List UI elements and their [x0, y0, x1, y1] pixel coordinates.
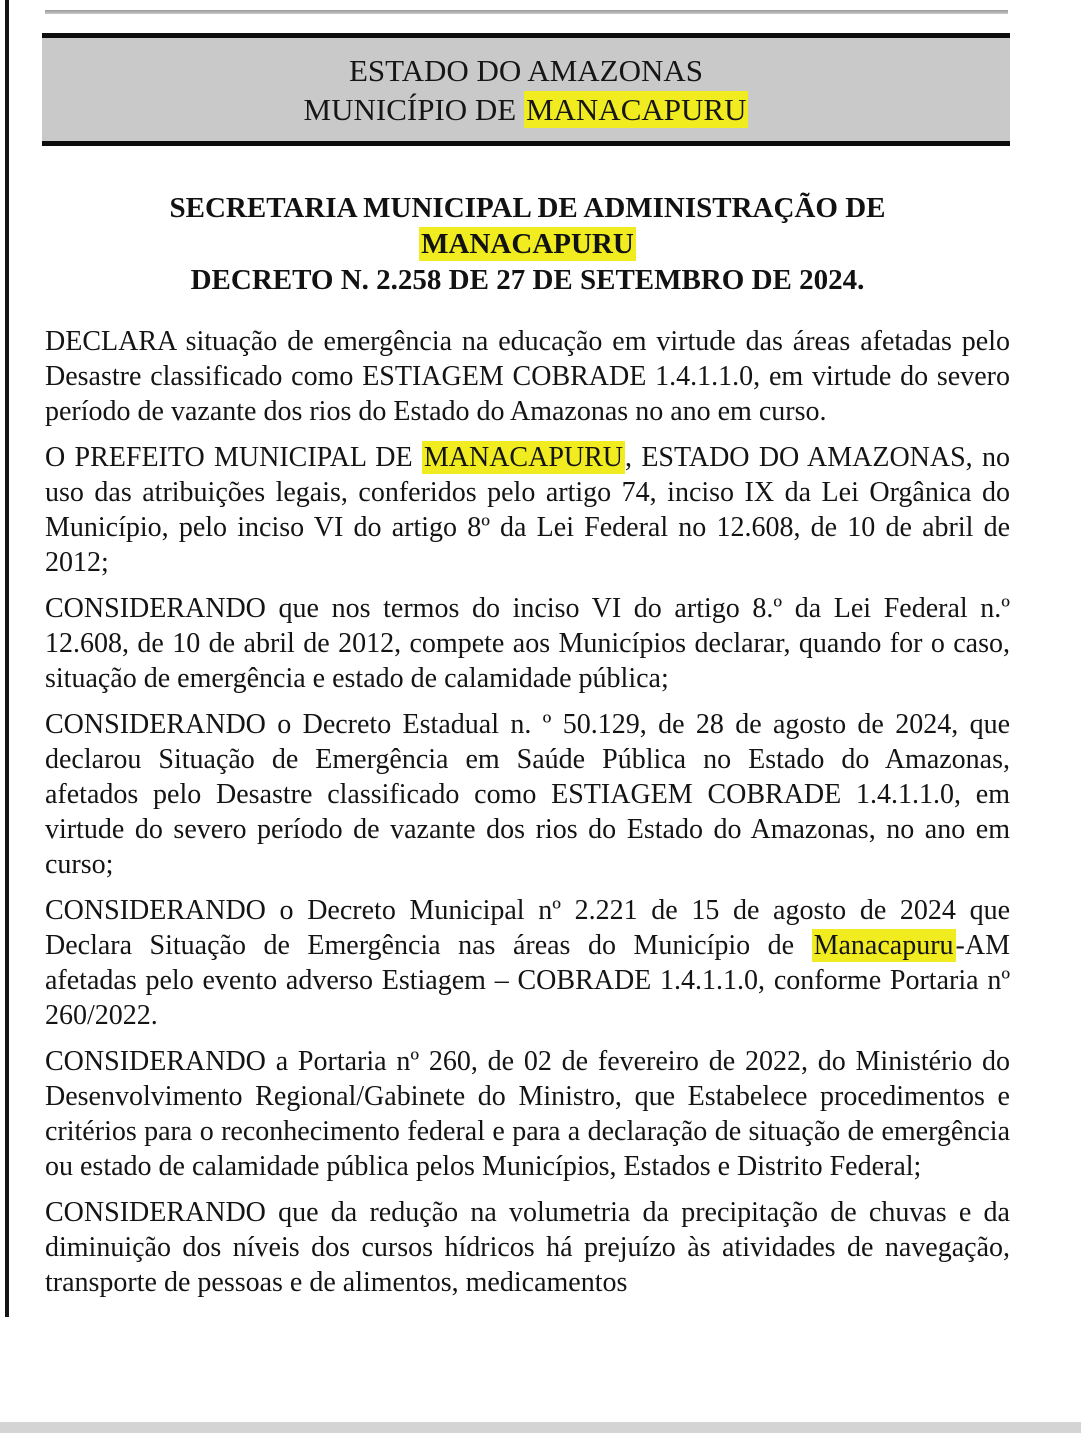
paragraph-considerando-5: [45, 1195, 1010, 1300]
heading-municipality-highlight: MANACAPURU: [421, 228, 634, 260]
paragraph-text: CONSIDERANDO que nos termos do inciso VI do artigo 8.º da Lei Federal n.º 12.608, de 10 de abril de 2012, compete aos Municípios declarar, quando for o caso, situação de emergência e estado de calamidade pública;: [45, 593, 1010, 694]
heading-line-decreto: [45, 262, 1010, 298]
paragraph-text: CONSIDERANDO o Decreto Estadual n. º 50.129, de 28 de agosto de 2024, que declarou Situação de Emergência em Saúde Pública no Estado do Amazonas, afetados pelo Desastre classificado como ESTIAGEM COBRADE 1.4.1.1.0, em virtude do severo período de vazante dos rios do Estado do Amazonas, no ano em curso;: [45, 709, 1010, 880]
heading-secretaria-text: SECRETARIA MUNICIPAL DE ADMINISTRAÇÃO DE: [169, 192, 886, 224]
inline-highlight-manacapuru: MANACAPURU: [423, 442, 624, 473]
document-heading: [45, 190, 1010, 298]
paragraph-prefeito: [45, 440, 1010, 580]
paragraph-declara: [45, 324, 1010, 429]
banner-state-text: ESTADO DO AMAZONAS: [348, 53, 704, 88]
paragraph-text: CONSIDERANDO a Portaria nº 260, de 02 de fevereiro de 2022, do Ministério do Desenvolvimento Regional/Gabinete do Ministro, que Estabelece procedimentos e critérios para o reconhecimento federal e para a declaração de situação de emergência ou estado de calamidade pública pelos Municípios, Estados e Distrito Federal;: [45, 1046, 1010, 1182]
paragraph-text: -AM afetadas pelo evento adverso Estiagem – COBRADE 1.4.1.1.0, conforme Portaria nº 260/2022.: [45, 930, 1010, 1031]
banner-municipality-highlight: MANACAPURU: [525, 92, 747, 127]
top-divider-line: [45, 10, 1008, 14]
paragraph-text: O PREFEITO MUNICIPAL DE: [45, 442, 422, 473]
bottom-scroll-strip: [0, 1422, 1081, 1433]
banner-line-state: [52, 51, 1000, 90]
inline-highlight-manacapuru: Manacapuru: [813, 930, 954, 961]
header-banner: [42, 33, 1010, 146]
paragraph-considerando-2: [45, 707, 1010, 882]
left-margin-rule: [5, 0, 9, 1317]
banner-municipality-prefix: MUNICÍPIO DE: [303, 92, 524, 127]
paragraph-text: CONSIDERANDO que da redução na volumetria da precipitação de chuvas e da diminuição dos níveis dos cursos hídricos há prejuízo às atividades de navegação, transporte de pessoas e de alimentos, medicamentos: [45, 1197, 1010, 1298]
paragraph-considerando-1: [45, 591, 1010, 696]
heading-line-secretaria: [45, 190, 1010, 226]
paragraph-text: DECLARA situação de emergência na educação em virtude das áreas afetadas pelo Desastre classificado como ESTIAGEM COBRADE 1.4.1.1.0, em virtude do severo período de vazante dos rios do Estado do Amazonas no ano em curso.: [45, 326, 1010, 427]
banner-line-municipality: [52, 90, 1000, 129]
paragraph-considerando-3: [45, 893, 1010, 1033]
paragraph-text: , ESTADO DO AMAZONAS, no uso das atribuições legais, conferidos pelo artigo 74, inciso IX da Lei Orgânica do Município, pelo inciso VI do artigo 8º da Lei Federal no 12.608, de 10 de abril de 2012;: [45, 442, 1010, 578]
heading-decreto-text: DECRETO N. 2.258 DE 27 DE SETEMBRO DE 2024.: [190, 264, 865, 296]
paragraph-text: CONSIDERANDO o Decreto Municipal nº 2.221 de 15 de agosto de 2024 que Declara Situação de Emergência nas áreas do Município de: [45, 895, 1010, 961]
document-body: [45, 324, 1010, 1311]
heading-line-municipality: [45, 226, 1010, 262]
paragraph-considerando-4: [45, 1044, 1010, 1184]
